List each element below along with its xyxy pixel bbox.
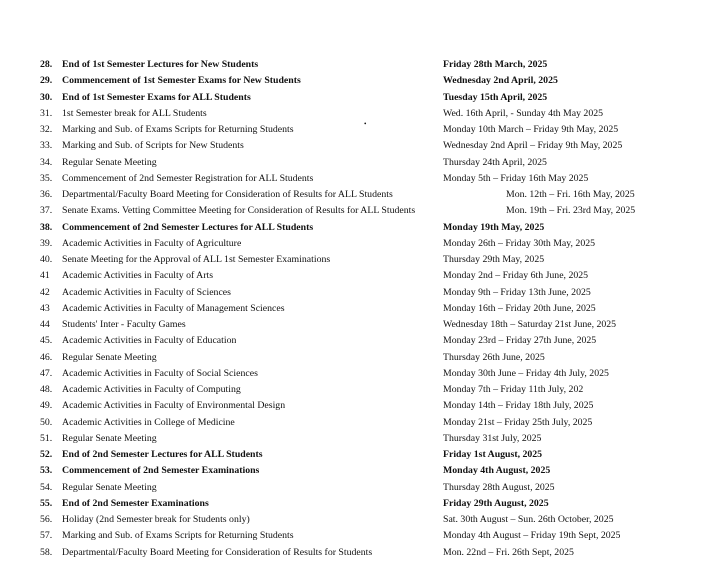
row-number: 58. [40,546,53,558]
row-number: 39. [40,237,53,249]
row-number: 41 [40,270,50,282]
calendar-row [0,138,720,154]
event-date: Monday 9th – Friday 13th June, 2025 [443,286,591,298]
event-label: Holiday (2nd Semester break for Students only) [62,514,250,525]
event-label: Departmental/Faculty Board Meeting for Consideration of Results for Students [62,546,373,558]
event-date: Monday 4th August – Friday 19th Sept, 2025 [443,530,621,542]
event-date: Sat. 30th August – Sun. 26th October, 2025 [443,514,614,525]
calendar-row [0,252,720,268]
calendar-row [0,171,720,187]
event-label: Commencement of 2nd Semester Examinations [62,465,260,477]
event-date: Monday 26th – Friday 30th May, 2025 [443,237,596,249]
event-date: Thursday 26th June, 2025 [443,351,545,363]
row-number: 52. [40,449,53,460]
event-label: Academic Activities in College of Medicine [62,416,235,428]
event-date: Wednesday 2nd April, 2025 [443,75,558,87]
row-number: 51. [40,432,53,444]
event-date: Monday 2nd – Friday 6th June, 2025 [443,270,589,282]
row-number: 57. [40,530,53,542]
event-label: Academic Activities in Faculty of Arts [62,270,214,282]
row-number: 33. [40,140,53,152]
row-number: 42 [40,286,50,298]
event-date: Monday 4th August, 2025 [443,465,551,477]
event-label: Commencement of 1st Semester Exams for New Students [62,75,301,87]
calendar-list [0,57,720,561]
row-number: 48. [40,384,53,395]
event-label: End of 1st Semester Lectures for New Students [62,59,259,70]
event-label: Academic Activities in Faculty of Sciences [62,286,231,298]
event-label: Academic Activities in Faculty of Agriculture [62,237,242,249]
event-label: Regular Senate Meeting [62,156,157,168]
row-number: 30. [40,91,53,103]
row-number: 55. [40,497,53,509]
calendar-row [0,431,720,447]
event-date: Wednesday 18th – Saturday 21st June, 2025 [443,319,617,330]
calendar-row [0,106,720,122]
calendar-row [0,73,720,89]
event-label: Commencement of 2nd Semester Lectures for ALL Students [62,221,314,233]
row-number: 50. [40,416,53,428]
row-number: 44 [40,319,50,330]
event-date: Monday 21st – Friday 25th July, 2025 [443,416,593,428]
event-label: Academic Activities in Faculty of Environmental Design [62,400,286,412]
event-label: Regular Senate Meeting [62,351,157,363]
row-number: 56. [40,514,53,525]
calendar-row [0,447,720,463]
event-date: Monday 19th May, 2025 [443,221,545,233]
event-label: End of 2nd Semester Examinations [62,497,209,509]
calendar-row [0,122,720,138]
row-number: 49. [40,400,53,412]
row-number: 45. [40,335,53,347]
event-label: Regular Senate Meeting [62,481,157,493]
calendar-row [0,382,720,398]
event-label: Senate Exams. Vetting Committee Meeting for Consideration of Results for ALL Students [62,205,416,217]
event-date: Tuesday 15th April, 2025 [443,91,548,103]
row-number: 54. [40,481,53,493]
event-label: Academic Activities in Faculty of Computing [62,384,241,395]
calendar-row [0,203,720,219]
row-number: 40. [40,254,53,265]
event-date: Wednesday 2nd April – Friday 9th May, 2025 [443,140,623,152]
event-label: Regular Senate Meeting [62,432,157,444]
event-label: End of 1st Semester Exams for ALL Students [62,91,251,103]
row-number: 34. [40,156,53,168]
event-date: Thursday 28th August, 2025 [443,481,555,493]
event-label: Senate Meeting for the Approval of ALL 1st Semester Examinations [62,254,331,265]
row-number: 38. [40,221,53,233]
calendar-row [0,57,720,73]
calendar-row [0,415,720,431]
event-date: Thursday 24th April, 2025 [443,156,547,168]
event-label: Marking and Sub. of Scripts for New Students [62,140,244,152]
event-date: Friday 28th March, 2025 [443,59,548,70]
event-label: Academic Activities in Faculty of Social Sciences [62,367,258,379]
calendar-row [0,90,720,106]
event-date: Monday 5th – Friday 16th May 2025 [443,172,589,184]
event-date: Monday 14th – Friday 18th July, 2025 [443,400,594,412]
row-number: 36. [40,189,53,200]
row-number: 47. [40,367,53,379]
row-number: 31. [40,107,53,119]
calendar-row [0,317,720,333]
event-date: Friday 1st August, 2025 [443,449,543,460]
event-label: 1st Semester break for ALL Students [62,107,207,119]
event-date: Monday 7th – Friday 11th July, 202 [443,384,584,395]
row-number: 35. [40,172,53,184]
event-label: Marking and Sub. of Exams Scripts for Returning Students [62,530,294,542]
event-label: Marking and Sub. of Exams Scripts for Returning Students [62,124,294,135]
calendar-row [0,528,720,544]
calendar-row [0,220,720,236]
row-number: 46. [40,351,53,363]
calendar-row [0,496,720,512]
event-label: End of 2nd Semester Lectures for ALL Students [62,449,263,460]
calendar-row [0,268,720,284]
event-date: Monday 16th – Friday 20th June, 2025 [443,302,596,314]
event-label: Academic Activities in Faculty of Management Sciences [62,302,285,314]
calendar-row [0,463,720,479]
event-date: Monday 10th March – Friday 9th May, 2025 [443,124,619,135]
row-number: 53. [40,465,53,477]
event-date: Mon. 22nd – Fri. 26th Sept, 2025 [443,546,574,558]
row-number: 32. [40,124,53,135]
calendar-row [0,301,720,317]
calendar-row [0,236,720,252]
calendar-row [0,187,720,203]
calendar-row [0,398,720,414]
event-date: Friday 29th August, 2025 [443,497,549,509]
calendar-row [0,512,720,528]
event-date: Monday 23rd – Friday 27th June, 2025 [443,335,597,347]
event-label: Commencement of 2nd Semester Registration for ALL Students [62,172,314,184]
event-date: Mon. 19th – Fri. 23rd May, 2025 [506,205,636,217]
stray-mark: • [364,120,367,128]
calendar-row [0,480,720,496]
calendar-row [0,333,720,349]
row-number: 28. [40,59,53,70]
calendar-row [0,285,720,301]
event-label: Departmental/Faculty Board Meeting for Consideration of Results for ALL Students [62,189,393,200]
row-number: 43 [40,302,50,314]
event-label: Academic Activities in Faculty of Education [62,335,237,347]
row-number: 37. [40,205,53,217]
event-date: Thursday 31st July, 2025 [443,432,542,444]
event-date: Mon. 12th – Fri. 16th May, 2025 [506,189,635,200]
calendar-row [0,366,720,382]
row-number: 29. [40,75,53,87]
event-date: Thursday 29th May, 2025 [443,254,545,265]
calendar-row [0,155,720,171]
event-date: Wed. 16th April, - Sunday 4th May 2025 [443,107,604,119]
calendar-row [0,350,720,366]
event-label: Students' Inter - Faculty Games [62,319,186,330]
event-date: Monday 30th June – Friday 4th July, 2025 [443,367,609,379]
